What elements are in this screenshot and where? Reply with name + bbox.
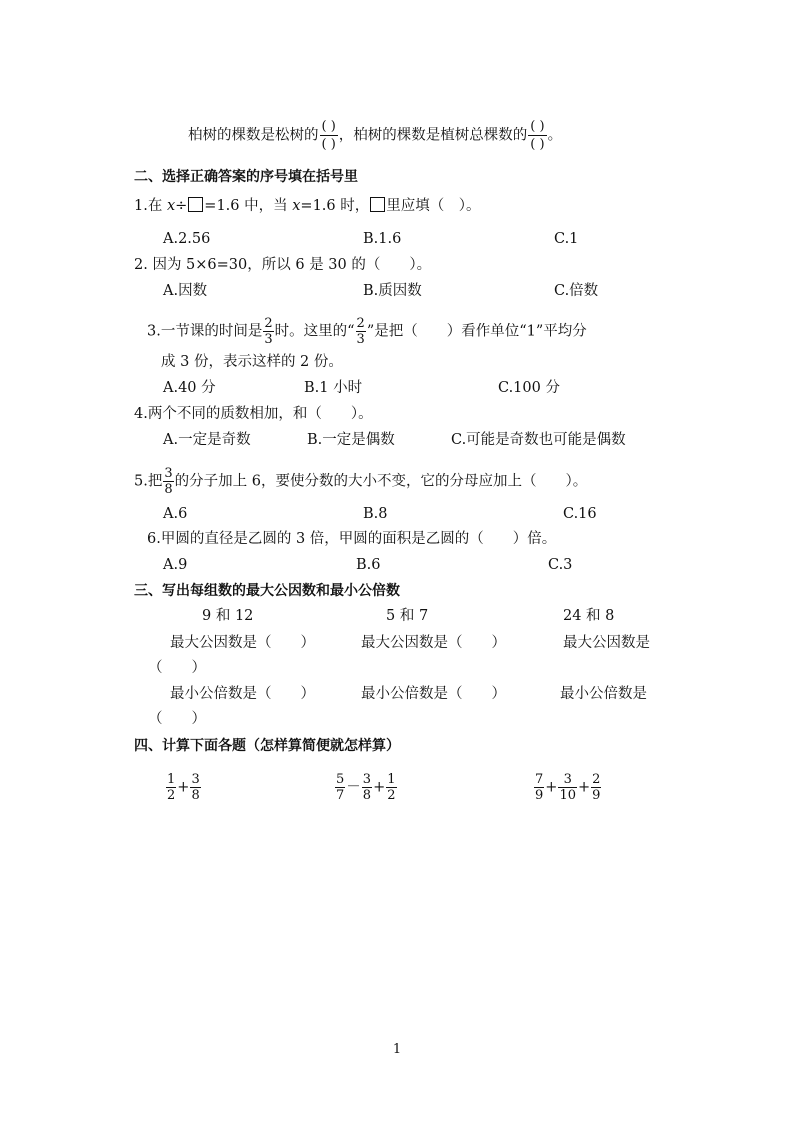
group-label-2: 5 和 7 (386, 608, 429, 624)
gcd-blank-3-wrap[interactable]: （ ） (148, 660, 206, 676)
q6-option-c[interactable]: C.3 (548, 557, 573, 573)
q1-option-c[interactable]: C.1 (554, 231, 579, 247)
group-label-3: 24 和 8 (563, 608, 615, 624)
fill-blank-line (188, 118, 562, 153)
question-4: 4.两个不同的质数相加，和（ ）。 (134, 406, 373, 422)
fill-text-c: 。 (547, 127, 563, 144)
q5-option-c[interactable]: C.16 (563, 506, 597, 522)
group-label-1: 9 和 12 (202, 608, 254, 624)
fill-text-b: ，柏树的棵数是植树总棵数的 (338, 127, 528, 144)
q3-option-b[interactable]: B.1 小时 (304, 380, 363, 396)
fraction-2-3: $\frac{2}{3}$ (356, 316, 365, 347)
question-3: 3.一节课的时间是 $\frac{2}{3}$ 时。这里的“ $\frac{2}{3}$ ”是把（ ）看作单位“1”平均分 (147, 316, 587, 347)
q1-option-a[interactable]: A.2.56 (163, 231, 211, 247)
square-box-icon (188, 197, 203, 212)
fill-text-a: 柏树的棵数是松树的 (188, 127, 319, 144)
q4-option-a[interactable]: A.一定是奇数 (163, 432, 251, 448)
section-4-title: 四、计算下面各题（怎样算简便就怎样算） (134, 738, 400, 754)
calc-problem-3: $\frac{7}{9}$ + $\frac{3}{10}$ + $\frac{2}{9}$ (535, 772, 601, 803)
question-3-line-2: 成 3 份，表示这样的 2 份。 (161, 354, 343, 370)
q5-option-b[interactable]: B.8 (363, 506, 388, 522)
lcm-blank-3-wrap[interactable]: （ ） (148, 711, 206, 727)
q4-option-b[interactable]: B.一定是偶数 (307, 432, 395, 448)
gcd-blank-2[interactable]: 最大公因数是（ ） (361, 635, 506, 651)
question-1: 1.在 x÷ =1.6 中，当 x=1.6 时， 里应填（ ）。 (134, 198, 481, 214)
section-2-title: 二、选择正确答案的序号填在括号里 (134, 169, 358, 185)
q2-option-a[interactable]: A.因数 (163, 283, 208, 299)
q2-option-c[interactable]: C.倍数 (554, 283, 599, 299)
question-6: 6.甲圆的直径是乙圆的 3 倍，甲圆的面积是乙圆的（ ）倍。 (147, 531, 557, 547)
lcm-blank-2[interactable]: 最小公倍数是（ ） (361, 686, 506, 702)
blank-fraction-1[interactable]: $\frac{( )}{( )}$ (321, 119, 336, 152)
gcd-blank-3[interactable]: 最大公因数是 (563, 635, 650, 651)
q6-option-b[interactable]: B.6 (356, 557, 381, 573)
lcm-blank-3[interactable]: 最小公倍数是 (560, 686, 647, 702)
q2-option-b[interactable]: B.质因数 (363, 283, 422, 299)
section-3-title: 三、写出每组数的最大公因数和最小公倍数 (134, 583, 400, 599)
fraction-2-3: $\frac{2}{3}$ (264, 316, 273, 347)
blank-fraction-2[interactable]: $\frac{( )}{( )}$ (530, 119, 545, 152)
q1-option-b[interactable]: B.1.6 (363, 231, 402, 247)
lcm-blank-1[interactable]: 最小公倍数是（ ） (170, 686, 315, 702)
gcd-blank-1[interactable]: 最大公因数是（ ） (170, 635, 315, 651)
square-box-icon (370, 197, 385, 212)
question-2: 2. 因为 5×6=30，所以 6 是 30 的（ ）。 (134, 257, 432, 273)
calc-problem-2: $\frac{5}{7}$ － $\frac{3}{8}$ + $\frac{1}{2}$ (336, 772, 396, 803)
question-5: 5.把 $\frac{3}{8}$ 的分子加上 6，要使分数的大小不变，它的分母应加上（ ）。 (134, 466, 588, 497)
q5-option-a[interactable]: A.6 (163, 506, 188, 522)
fraction-3-8: $\frac{3}{8}$ (164, 466, 173, 497)
page-number: 1 (392, 1042, 402, 1057)
q6-option-a[interactable]: A.9 (163, 557, 188, 573)
q3-option-a[interactable]: A.40 分 (163, 380, 216, 396)
q4-option-c[interactable]: C.可能是奇数也可能是偶数 (451, 432, 626, 448)
calc-problem-1: $\frac{1}{2}$ + $\frac{3}{8}$ (167, 772, 200, 803)
q3-option-c[interactable]: C.100 分 (498, 380, 560, 396)
